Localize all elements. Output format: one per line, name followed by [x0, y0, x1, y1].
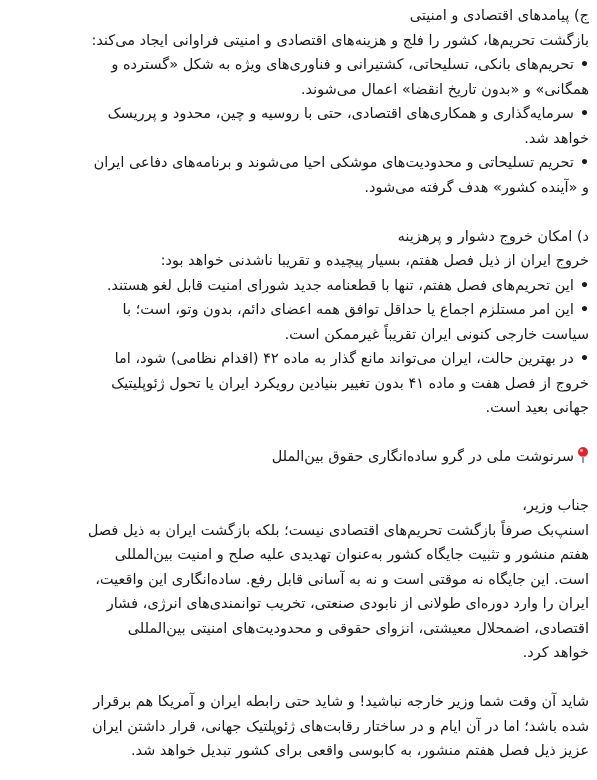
paragraph-gap [8, 421, 589, 446]
section-c-bullet-2 [8, 102, 589, 151]
bullet-dot: • [579, 302, 589, 318]
bullet-text-line: خروج از فصل هفت و ماده ۴۱ بدون تغییر بنیادین رویکرد ایران یا تحول ژئوپلیتیک [111, 375, 589, 392]
bullet-text-line: سیاست خارجی کنونی ایران تقریباً غیرممکن است. [284, 326, 589, 343]
paragraph-line: هفتم منشور و تثبیت جایگاه کشور به‌عنوان تهدیدی علیه صلح و امنیت بین‌المللی [114, 547, 589, 563]
paragraph-line: اقتصادی، اضمحلال معیشتی، انزوای حقوقی و محدودیت‌های امنیتی بین‌المللی [127, 620, 589, 637]
section-c-bullet-3 [8, 151, 589, 200]
bullet-text-line: تحریم‌های بانکی، تسلیحاتی، کشتیرانی و فناوری‌های ویژه به شکل «گسترده و [111, 57, 574, 73]
bullet-text-line: این امر مستلزم اجماع یا حداقل توافق همه اعضای دائم، بدون وتو، است؛ با [122, 302, 574, 318]
bullet-text-line: همگانی» و «بدون تاریخ انقضا» اعمال می‌شوند. [300, 81, 589, 98]
section-d-intro: خروج ایران از ذیل فصل هفتم، بسیار پیچیده و تقریبا ناشدنی خواهد بود: [160, 253, 589, 269]
paragraph-line: خواهد کرد. [522, 645, 589, 661]
section-d-bullet-3 [8, 347, 589, 421]
bullet-text-line: این تحریم‌های فصل هفتم، تنها با قطعنامه جدید شورای امنیت قابل لغو هستند. [106, 277, 574, 294]
bullet-text-line: جهانی بعید است. [485, 400, 589, 416]
section-c-bullet-1 [8, 53, 589, 102]
pin-title-line [8, 445, 589, 470]
pin-title: سرنوشت ملی در گرو ساده‌انگاری حقوق بین‌الملل [271, 449, 574, 465]
section-d-heading: د) امکان خروج دشوار و پرهزینه [397, 228, 589, 245]
bullet-dot: • [579, 57, 589, 73]
section-d-bullet-2 [8, 298, 589, 347]
paragraph-gap [8, 470, 589, 495]
section-c-heading: ج) پیامدهای اقتصادی و امنیتی [409, 8, 589, 24]
section-d [8, 225, 589, 421]
bullet-dot: • [579, 155, 589, 171]
paragraph-line: شاید آن وقت شما وزیر خارجه نباشید! و شاید حتی رابطه ایران و آمریکا هم برقرار [93, 694, 589, 710]
paragraph-line: است. این جایگاه نه موقتی است و نه به آسانی قابل رفع. ساده‌انگاری این واقعیت، [95, 571, 589, 588]
paragraph-line: عزیز ذیل فصل هفتم منشور، به کابوسی واقعی برای کشور تبدیل خواهد شد. [130, 743, 589, 759]
paragraph-gap [8, 666, 589, 691]
bullet-text-line: خواهد شد. [524, 130, 589, 147]
bullet-text-line: سرمایه‌گذاری و همکاری‌های اقتصادی، حتی با روسیه و چین، محدود و پرریسک [107, 106, 574, 122]
paragraph-line: شده باشد؛ اما در آن ایام و در ساختار رقابت‌های ژئوپلتیک جهانی، قرار داشتن ایران [91, 718, 589, 735]
section-c [8, 4, 589, 200]
round-pushpin-icon [577, 447, 589, 463]
paragraph-line: اسنپ‌بک صرفاً بازگشت تحریم‌های اقتصادی نیست؛ بلکه بازگشت ایران به ذیل فصل [87, 522, 589, 539]
paragraph-gap [8, 200, 589, 225]
bullet-dot: • [579, 351, 589, 367]
bullet-text-line: در بهترین حالت، ایران می‌تواند مانع گذار به ماده ۴۲ (اقدام نظامی) شود، اما [114, 351, 574, 367]
bullet-text-line: و «آینده کشور» هدف گرفته می‌شود. [364, 179, 589, 196]
section-c-intro: بازگشت تحریم‌ها، کشور را فلج و هزینه‌های اقتصادی و امنیتی فراوانی ایجاد می‌کند: [91, 32, 589, 49]
bullet-dot: • [579, 106, 589, 122]
salutation: جناب وزیر، [522, 498, 589, 514]
bullet-dot: • [579, 277, 589, 294]
paragraph-line: ایران را وارد دوره‌ای طولانی از نابودی صنعتی، تخریب توانمندی‌های انرژی، فشار [106, 596, 589, 612]
paragraph-2 [8, 690, 589, 764]
paragraph-1 [8, 519, 589, 666]
bullet-text-line: تحریم تسلیحاتی و محدودیت‌های موشکی احیا می‌شوند و برنامه‌های دفاعی ایران [93, 155, 574, 171]
section-d-bullet-1 [8, 274, 589, 299]
article-body [8, 4, 589, 764]
